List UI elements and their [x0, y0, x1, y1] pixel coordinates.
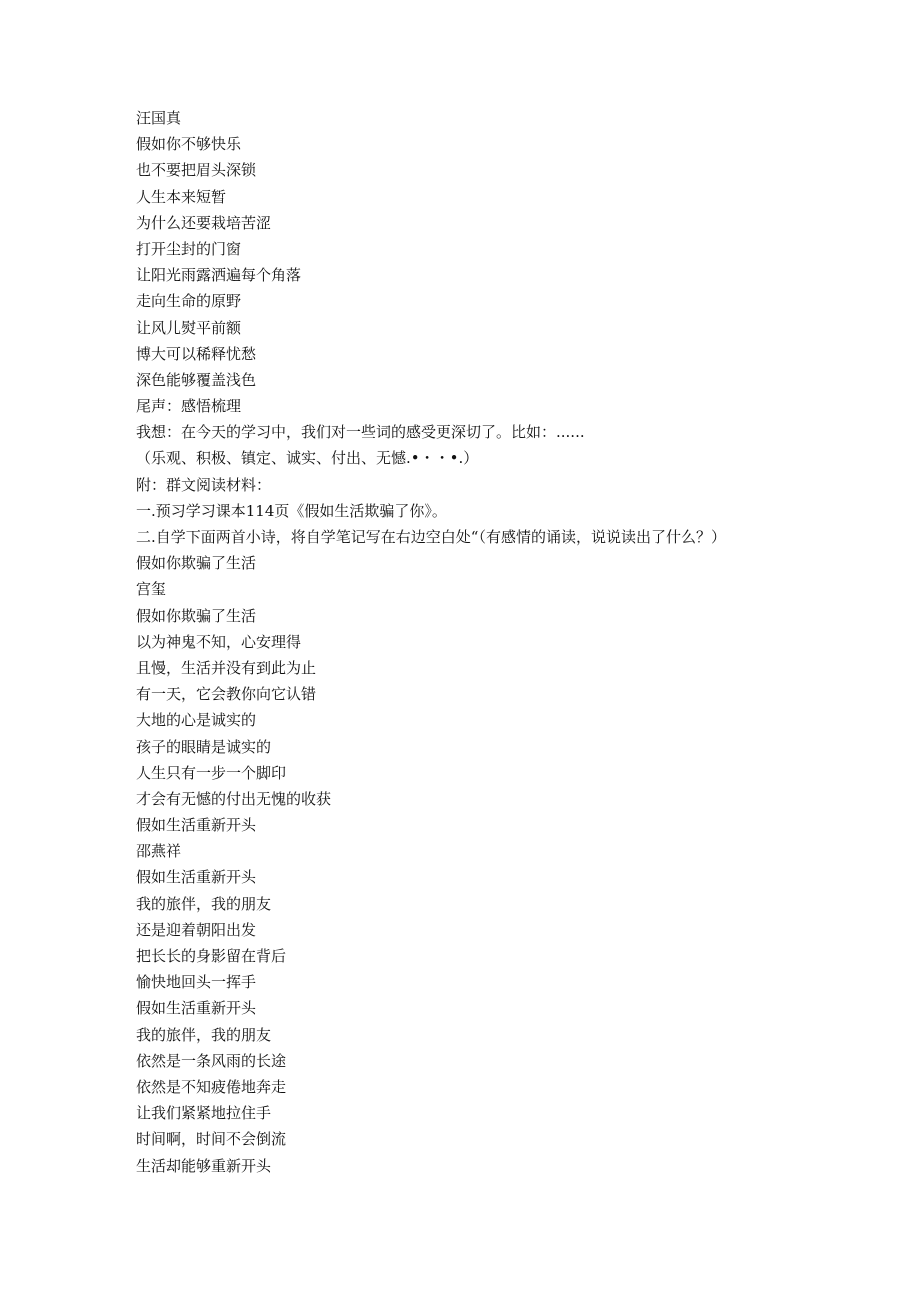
- text-line: 让我们紧紧地拉住手: [136, 1104, 272, 1123]
- text-line: （乐观、积极、镇定、诚实、付出、无憾.•・・•.）: [136, 449, 479, 468]
- text-line: 以为神鬼不知，心安理得: [136, 632, 302, 651]
- text-line: 假如生活重新开头: [136, 999, 257, 1018]
- text-line: 我想：在今天的学习中，我们对一些词的感受更深切了。比如：......: [136, 423, 585, 442]
- text-line: 生活却能够重新开头: [136, 1156, 272, 1175]
- text-line: 我的旅伴，我的朋友: [136, 1025, 272, 1044]
- text-line: 愉快地回头一挥手: [136, 973, 257, 992]
- poem-title: 假如你欺骗了生活: [136, 554, 257, 573]
- text-line: 人生只有一步一个脚印: [136, 763, 287, 782]
- text-line: 二.自学下面两首小诗，将自学笔记写在右边空白处“（有感情的诵读，说说读出了什么？）: [136, 528, 726, 546]
- text-line: 汪国真: [136, 109, 182, 127]
- text-line: 深色能够覆盖浅色: [136, 370, 257, 389]
- text-line: 把长长的身影留在背后: [136, 947, 287, 965]
- section-heading: 尾声：感悟梳理: [136, 397, 242, 416]
- text-line: 大地的心是诚实的: [136, 711, 257, 730]
- text-line: 依然是不知疲倦地奔走: [136, 1077, 287, 1096]
- text-line: 博大可以稀释忧愁: [136, 344, 257, 363]
- text-line: 有一天，它会教你向它认错: [136, 685, 317, 704]
- text-line: 打开尘封的门窗: [136, 239, 242, 258]
- text-line: 还是迎着朝阳出发: [136, 920, 257, 939]
- text-line: 且慢，生活并没有到此为止: [136, 658, 317, 677]
- text-line: 一.预习学习课本114页《假如生活欺骗了你》。: [136, 501, 447, 520]
- poem-title: 假如生活重新开头: [136, 816, 257, 835]
- text-line: 我的旅伴，我的朋友: [136, 894, 272, 913]
- text-line: 人生本来短暂: [136, 187, 227, 206]
- text-line: 假如你不够快乐: [136, 135, 242, 154]
- text-line: 为什么还要栽培苦涩: [136, 213, 272, 232]
- text-line: 假如你欺骗了生活: [136, 606, 257, 625]
- text-line: 时间啊，时间不会倒流: [136, 1130, 287, 1149]
- text-line: 才会有无憾的付出无愧的收获: [136, 789, 332, 808]
- document-body: [136, 105, 856, 1179]
- section-heading: 附：群文阅读材料：: [136, 475, 272, 494]
- text-line: 也不要把眉头深锁: [136, 161, 257, 180]
- text-line: 让阳光雨露洒遍每个角落: [136, 266, 302, 285]
- poem-author: 邵燕祥: [136, 842, 182, 861]
- text-line: 孩子的眼睛是诚实的: [136, 737, 272, 756]
- text-line: 依然是一条风雨的长途: [136, 1051, 287, 1070]
- text-line: 让风儿熨平前额: [136, 318, 242, 337]
- text-line: 假如生活重新开头: [136, 868, 257, 887]
- poem-author: 宫玺: [136, 580, 167, 599]
- text-line: 走向生命的原野: [136, 292, 242, 311]
